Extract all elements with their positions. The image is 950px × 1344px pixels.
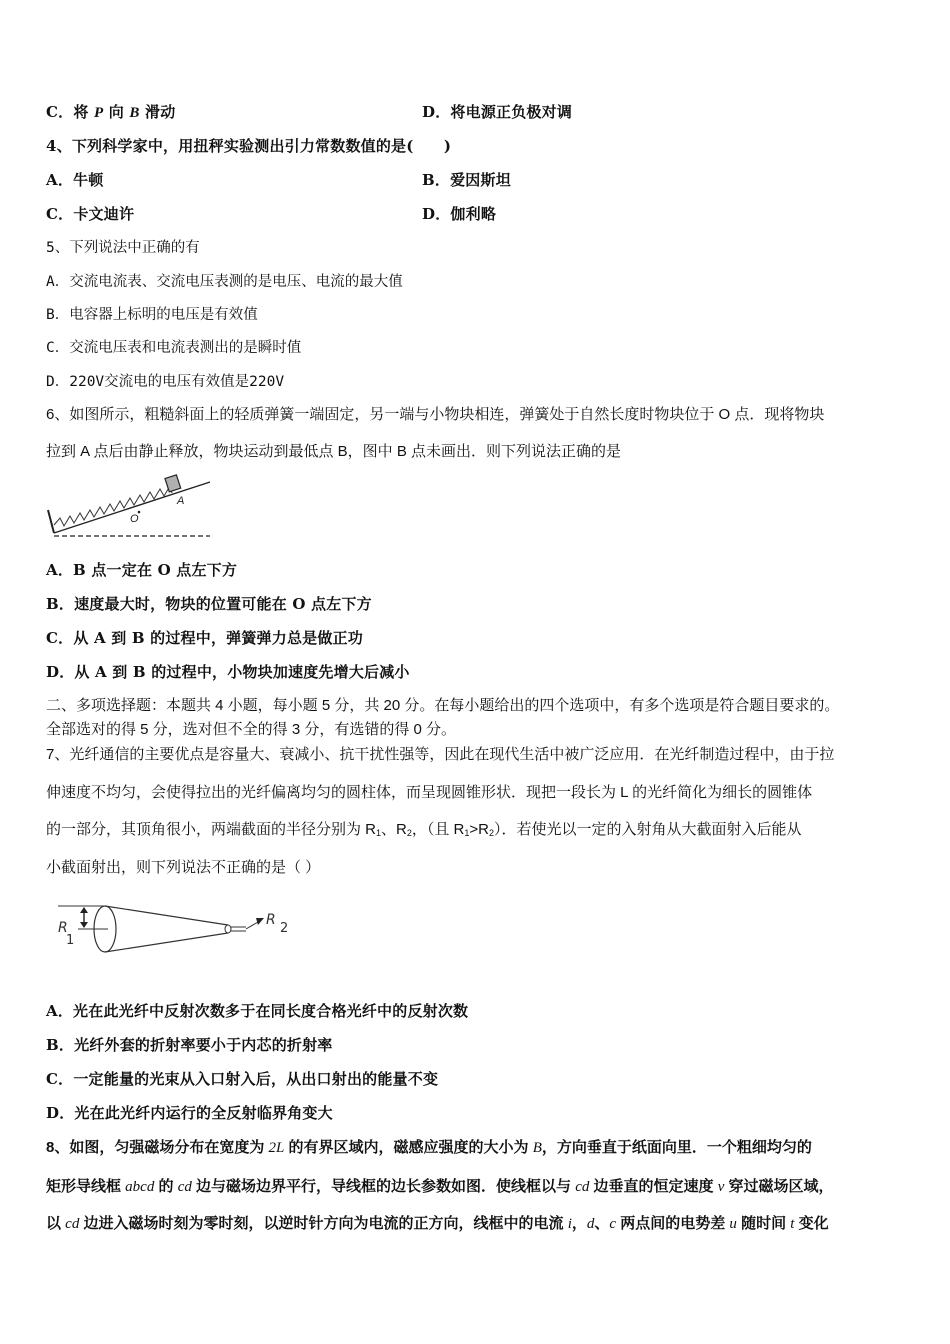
option-text: 一定能量的光束从入口射入后，从出口射出的能量不变 [73, 1070, 439, 1088]
option-letter: A． [46, 561, 74, 579]
q6-incline-spring-figure [44, 470, 219, 540]
q7-stem-line4: 小截面射出，则下列说法不正确的是（ ） [46, 859, 321, 876]
text: >R [469, 821, 490, 838]
q3-option-c [46, 103, 573, 122]
option-text: 牛顿 [73, 171, 104, 189]
subscript: 2 [406, 828, 412, 838]
option-text: 向 [103, 103, 130, 121]
var: v [717, 1179, 725, 1195]
var: cd [65, 1216, 80, 1232]
var-B: B [129, 105, 140, 121]
text: 、R [381, 821, 407, 838]
option-text: B 点一定在 O 点左下方 [73, 561, 238, 579]
option-letter: C． [46, 1070, 74, 1088]
q6-option-b [46, 595, 372, 613]
text: ，方向垂直于纸面向里．一个粗细均匀的 [541, 1139, 812, 1156]
option-text: 交流电压表和电流表测出的是瞬时值 [69, 340, 302, 356]
option-text: 光在此光纤内运行的全反射临界角变大 [74, 1104, 333, 1122]
option-letter: C． [46, 340, 70, 356]
q5-option-b [46, 306, 258, 324]
text: 穿过磁场区域， [724, 1178, 834, 1195]
q4-options-row2 [46, 205, 906, 223]
q5-option-c [46, 339, 301, 357]
option-letter: B． [46, 595, 75, 613]
q8-stem-line3 [46, 1215, 829, 1233]
option-letter: C． [46, 205, 74, 223]
option-letter: D． [46, 663, 75, 681]
option-text: 将 [73, 103, 94, 121]
option-letter: C． [46, 629, 74, 647]
text: ）．若使光以一定的入射角从大截面射入后能从 [494, 821, 802, 838]
var: t [790, 1216, 795, 1232]
var: B [532, 1140, 542, 1156]
q7-stem-line1: 7、光纤通信的主要优点是容量大、衰减小、抗干扰性强等，因此在现代生活中被广泛应用．在光纤制造过程中，由于拉 [46, 746, 835, 763]
q4-option-d [422, 205, 496, 223]
text: 边进入磁场时刻为零时刻，以逆时针方向为电流的正方向，线框中的电流 [79, 1215, 568, 1232]
q8-stem-line1 [46, 1139, 812, 1157]
section2-instructions-line1: 二、多项选择题：本题共 4 小题，每小题 5 分，共 20 分。在每小题给出的四个选项中，有多个选项是符合题目要求的。 [46, 697, 840, 714]
q7-option-c [46, 1070, 438, 1088]
q7-option-d [46, 1104, 333, 1122]
var: abcd [125, 1179, 155, 1195]
option-text: 从 A 到 B 的过程中，弹簧弹力总是做正功 [73, 629, 363, 647]
option-letter: D． [422, 103, 451, 121]
label-A: A [177, 495, 185, 507]
text: ， [571, 1215, 587, 1232]
text: 的一部分，其顶角很小，两端截面的半径分别为 R [46, 821, 377, 838]
option-letter: A． [46, 274, 70, 290]
var: 2L [268, 1140, 285, 1156]
text: 变化 [794, 1215, 829, 1232]
text: 的 [154, 1178, 178, 1195]
q6-option-c [46, 629, 363, 647]
option-letter: D． [46, 374, 70, 390]
option-text: 速度最大时，物块的位置可能在 O 点左下方 [74, 595, 372, 613]
text: 、 [594, 1215, 610, 1232]
q7-fiber-cone-figure [50, 898, 300, 963]
option-text: 从 A 到 B 的过程中，小物块加速度先增大后减小 [74, 663, 410, 681]
text: 随时间 [736, 1215, 791, 1232]
option-text: 交流电流表、交流电压表测的是电压、电流的最大值 [69, 274, 403, 290]
var: cd [177, 1179, 192, 1195]
option-letter: D． [422, 205, 451, 223]
option-text: 电容器上标明的电压是有效值 [69, 307, 258, 323]
q4-stem: 4、下列科学家中，用扭秤实验测出引力常数数值的是( ) [46, 137, 452, 155]
var-P: P [93, 105, 104, 121]
subscript: 2 [489, 828, 495, 838]
q6-option-a [46, 561, 237, 579]
var: d [586, 1216, 595, 1232]
q7-option-b [46, 1036, 333, 1054]
q6-stem-line1: 6、如图所示，粗糙斜面上的轻质弹簧一端固定，另一端与小物块相连，弹簧处于自然长度时物块位于 O 点．现将物块 [46, 406, 825, 423]
q7-stem-line3 [46, 821, 802, 839]
var: i [567, 1216, 572, 1232]
subscript: 1 [464, 828, 470, 838]
option-text: 将电源正负极对调 [450, 103, 573, 121]
var: c [609, 1216, 617, 1232]
text: 以 [46, 1215, 66, 1232]
q5-option-d [46, 373, 284, 391]
q8-stem-line2 [46, 1178, 834, 1196]
section2-instructions-line2: 全部选对的得 5 分，选对但不全的得 3 分，有选错的得 0 分。 [46, 721, 457, 738]
option-text: 爱因斯坦 [450, 171, 511, 189]
q5-stem: 5、下列说法中正确的有 [46, 240, 200, 256]
text: 矩形导线框 [46, 1178, 126, 1195]
q4-options-row1 [46, 171, 906, 189]
option-text: 220V交流电的电压有效值是220V [69, 374, 285, 390]
text: 两点间的电势差 [616, 1215, 730, 1232]
option-letter: D． [46, 1104, 75, 1122]
option-letter: B． [422, 171, 451, 189]
option-letter: A． [46, 1002, 74, 1020]
subscript: 1 [376, 828, 382, 838]
option-text: 伽利略 [450, 205, 497, 223]
q4-option-b [422, 171, 511, 189]
label-R1: R [58, 920, 68, 936]
label-R1-sub: 1 [66, 933, 75, 948]
text: 8、如图，匀强磁场分布在宽度为 [46, 1139, 269, 1156]
option-text: 滑动 [139, 103, 176, 121]
q7-stem-line2: 伸速度不均匀，会使得拉出的光纤偏离均匀的圆柱体，而呈现圆锥形状．现把一段长为 L 的光纤简化为细长的圆锥体 [46, 784, 813, 801]
option-text: 卡文迪许 [73, 205, 135, 223]
text: 边与磁场边界平行，导线框的边长参数如图．使线框以与 [191, 1178, 576, 1195]
label-R2: R [266, 912, 276, 928]
text: ，（且 R [411, 821, 465, 838]
q5-option-a [46, 273, 403, 291]
q7-option-a [46, 1002, 468, 1020]
q6-stem-line2: 拉到 A 点后由静止释放，物块运动到最低点 B，图中 B 点未画出．则下列说法正确的是 [46, 443, 622, 460]
var: u [729, 1216, 737, 1232]
q6-option-d [46, 663, 410, 681]
option-letter: A． [46, 171, 74, 189]
q3-option-d [422, 103, 572, 121]
option-text: 光纤外套的折射率要小于内芯的折射率 [74, 1036, 333, 1054]
option-letter: B． [46, 1036, 75, 1054]
option-letter: B． [46, 307, 70, 323]
q4-option-a [46, 171, 103, 189]
text: 边垂直的恒定速度 [589, 1178, 718, 1195]
label-O: O [130, 513, 139, 525]
label-R2-sub: 2 [280, 921, 289, 936]
q4-option-c [46, 205, 134, 223]
option-text: 光在此光纤中反射次数多于在同长度合格光纤中的反射次数 [73, 1002, 469, 1020]
text: 的有界区域内，磁感应强度的大小为 [284, 1139, 533, 1156]
option-letter: C． [46, 103, 74, 121]
var: cd [575, 1179, 590, 1195]
